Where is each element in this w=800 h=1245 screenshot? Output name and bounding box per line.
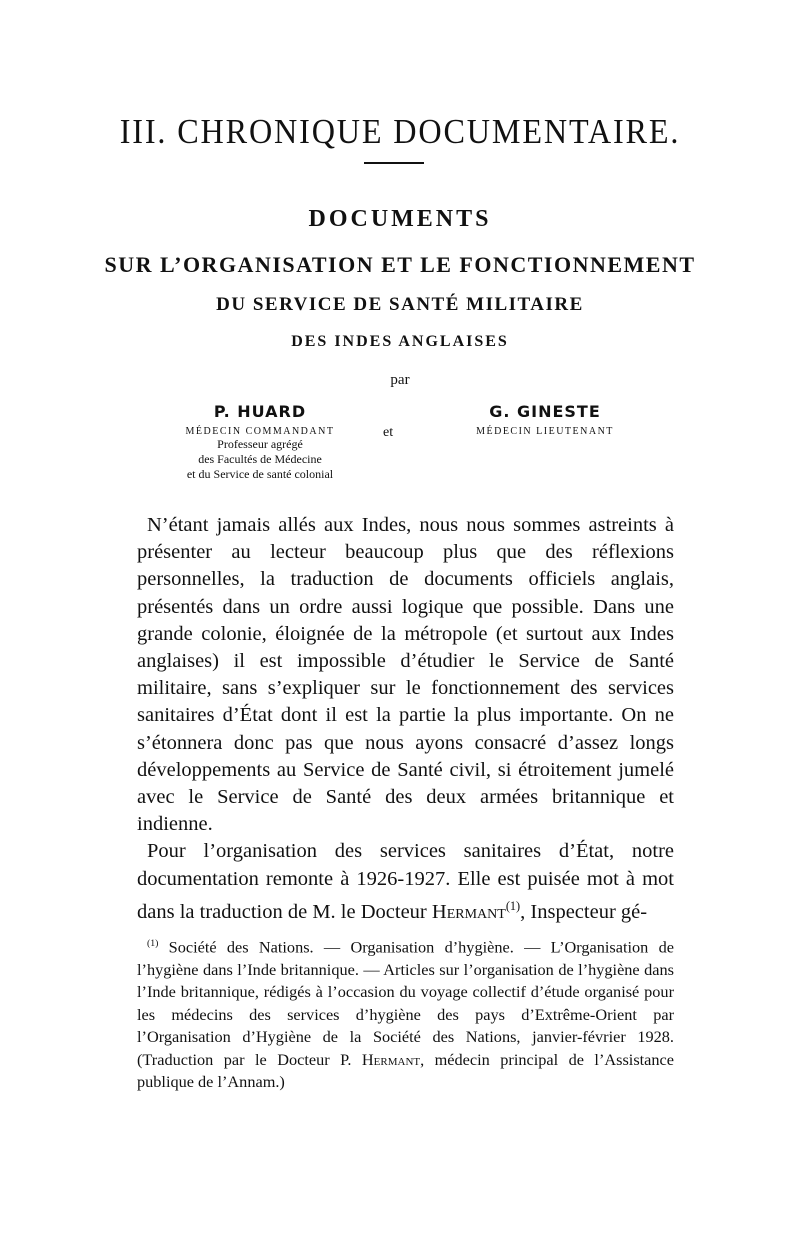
author-huard [140,402,380,482]
body-text [137,512,674,926]
author-rank: MÉDECIN COMMANDANT [185,426,335,437]
paragraph-2-text: Pour l’organisation des services sanitaires d’État, notre documentation remonte à 1926-1927. Elle est puisée mot à mot dans la traduction de M. le Docteur [137,840,674,923]
author-rank: MÉDECIN LIEUTENANT [476,426,614,437]
footnote-marker: (1) [147,938,159,949]
author-credential: des Facultés de Médecine [198,452,322,466]
cited-name: Hermant [431,900,506,923]
footnote-text-end: , médecin principal de l’Assistance publique de l’Annam.) [137,1049,674,1092]
author-credential: Professeur agrégé [217,437,303,451]
title-rule [364,162,424,164]
footnote-text: Société des Nations. — Organisation d’hygiène. — L’Organisation de l’hygiène dans l’Inde britannique. — Articles sur l’organisation de l’hygiène dans l’Inde britannique, rédigés à l’occasion du voyage collectif d’étude organisé pour les médecins des services d’hygiène des pays d’Extrême-Orient par l’Organisation d’Hygiène de la Société des Nations, janvier-février 1928. (Traduction par le Docteur P. [137,937,674,1069]
paragraph-1: N’étant jamais allés aux Indes, nous nous sommes astreints à présenter au lecteur beaucoup plus que des réflexions personnelles, la traduction de documents officiels anglais, présentés dans un ordre aussi logique que possible. Dans une grande colonie, éloignée de la métropole (et surtout aux Indes anglaises) il est impossible d’étudier le Service de Santé militaire, sans s’expliquer sur le fonctionnement des services sanitaires d’État dont il est la partie la plus importante. On ne s’étonnera donc pas que nous ayons consacré d’assez longs développements au Service de Santé civil, si étroitement jumelé avec le Service de Santé des deux armées britannique et indienne. [137,514,674,836]
paragraph-2 [137,838,674,925]
author-credential: et du Service de santé colonial [186,467,334,481]
article-title-line-1: DOCUMENTS [308,206,492,232]
article-title-line-3: DU SERVICE DE SANTÉ MILITAIRE [216,294,584,315]
footnote-cited-name: Hermant [361,1049,421,1069]
section-title: III. CHRONIQUE DOCUMENTAIRE. [119,112,681,151]
by-line: par [390,372,410,388]
article-title-line-4: DES INDES ANGLAISES [291,333,509,350]
author-gineste [430,402,660,437]
paragraph-2-continuation: , Inspecteur gé- [520,900,648,923]
author-conjunction: et [383,425,394,440]
author-name: P. HUARD [213,402,307,421]
footnote [137,933,674,1094]
author-name: G. GINESTE [489,402,601,421]
footnote-reference: (1) [505,898,521,913]
article-title-line-2: SUR L’ORGANISATION ET LE FONCTIONNEMENT [104,252,696,277]
